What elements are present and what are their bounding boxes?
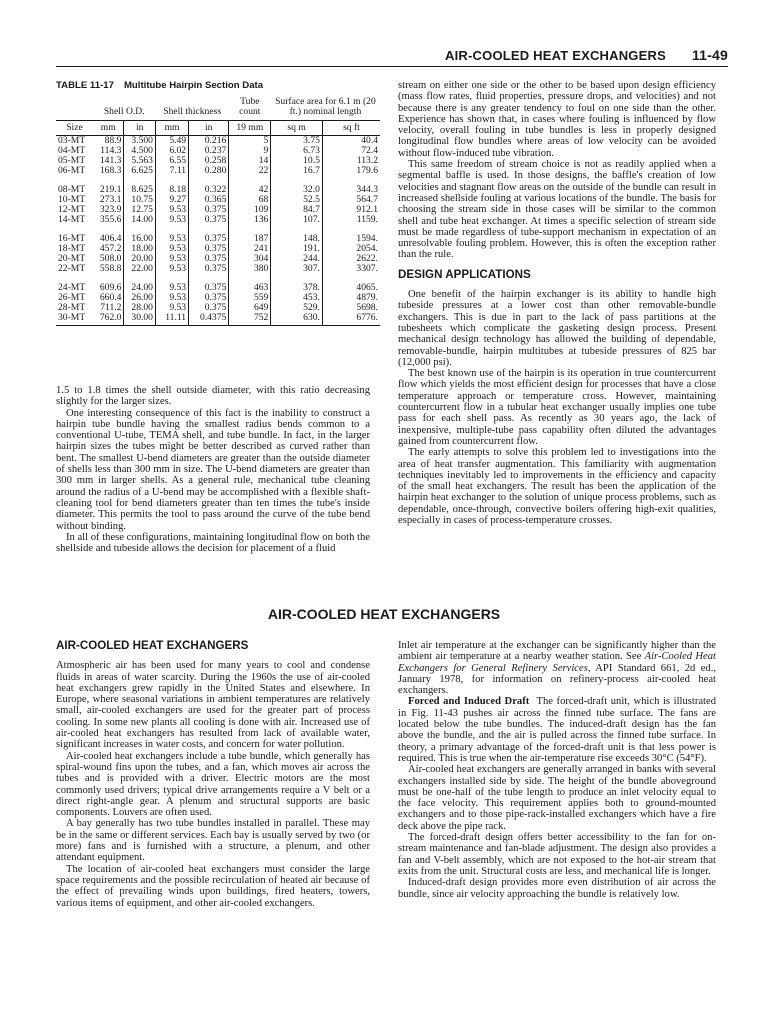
table-cell: 912.1 bbox=[322, 205, 380, 215]
table-cell: 179.6 bbox=[322, 166, 380, 176]
paragraph: 1.5 to 1.8 times the shell outside diameter, with this ratio decreasing slightly for the larger sizes. bbox=[56, 385, 370, 408]
paragraph: One benefit of the hairpin exchanger is its ability to handle high tubeside pressures at a lower cost than other removable-bundle exchangers. This is due in part to the lack of pass partitions at the tubesheets which complicate the gasketing design process. Present mechanical design technology has allowed the building of dependable, removable-bundle, hairpin multitubes at tubeside pressures of 825 bar (12,000 psi). bbox=[398, 289, 716, 368]
table-cell: 11.11 bbox=[155, 313, 188, 326]
table-cell: 559 bbox=[229, 293, 271, 303]
table-cell: 273.1 bbox=[99, 194, 122, 205]
table-cell: 06-MT bbox=[58, 165, 86, 176]
paragraph bbox=[398, 640, 716, 696]
table-cell: 28.00 bbox=[124, 303, 156, 313]
table-cell: 2622. bbox=[322, 254, 380, 264]
citation-title: Air-Cooled Heat Exchangers for General Refinery Services bbox=[398, 651, 716, 674]
table-cell: 241 bbox=[229, 244, 271, 254]
table-cell: 9.53 bbox=[155, 283, 188, 293]
table-cell: 711.2 bbox=[100, 302, 122, 313]
left-column-top bbox=[56, 385, 370, 554]
table-cell: 109 bbox=[229, 205, 271, 215]
section-title: AIR-COOLED HEAT EXCHANGERS bbox=[267, 606, 501, 622]
col-size: Size bbox=[56, 121, 93, 136]
table-cell: 609.6 bbox=[99, 282, 122, 293]
table-cell: 649 bbox=[229, 303, 271, 313]
header-blank bbox=[56, 97, 93, 121]
table-cell: 16-MT bbox=[58, 233, 86, 244]
table-cell: 08-MT bbox=[58, 184, 86, 195]
table-cell: 9.53 bbox=[155, 244, 188, 254]
paragraph: Air-cooled heat exchangers are generally arranged in banks with several exchangers installed side by side. The height of the bundle aboveground must be one-half of the tube length to produce an inlet velocity equal to the face velocity. This requirement applies both to ground-mounted exchangers and to those pipe-rack-installed exchangers which have a fire deck above the pipe rack. bbox=[398, 764, 716, 832]
table-cell: 6.55 bbox=[155, 156, 188, 166]
table-cell: 4.500 bbox=[124, 146, 156, 156]
table-cell: 406.4 bbox=[99, 233, 122, 244]
table-cell: 630. bbox=[271, 313, 323, 326]
table-cell: 20-MT bbox=[58, 253, 86, 264]
table-cell: 16.7 bbox=[271, 166, 323, 176]
header-shell-od: Shell O.D. bbox=[103, 106, 145, 117]
table-cell: 191. bbox=[271, 244, 323, 254]
table-cell: 8.18 bbox=[155, 185, 188, 195]
table-cell: 0.375 bbox=[189, 205, 229, 215]
table-cell: 529. bbox=[271, 303, 323, 313]
table-cell: 752 bbox=[229, 313, 271, 326]
table-cell: 26.00 bbox=[124, 293, 156, 303]
table-cell: 168.3 bbox=[99, 165, 122, 176]
runin-heading: Forced and Induced Draft bbox=[408, 696, 530, 708]
table-cell: 4065. bbox=[322, 283, 380, 293]
table-cell: 68 bbox=[229, 195, 271, 205]
table-cell: 1159. bbox=[322, 215, 380, 225]
table-cell: 244. bbox=[271, 254, 323, 264]
table-cell: 0.375 bbox=[189, 244, 229, 254]
paragraph: One interesting consequence of this fact is the inability to construct a hairpin tube bundle having the smallest radius bends common to a conventional U-tube, TEMA shell, and tube bundle. In fact, in the larger hairpin sizes the tubes might be better described as curved rather than bent. The smallest U-bend diameters are greater than the outside diameter of shells less than 300 mm in size. The U-bend diameters are greater than 300 mm in larger shells. As a general rule, mechanical tube cleaning around the radius of a U-bend may be accomplished with a flexible shaft-cleaning tool for bend diameters greater than ten times the tube's inside diameter. This permits the tool to pass around the curve of the tube bend without binding. bbox=[56, 407, 370, 532]
table-cell: 32.0 bbox=[271, 185, 323, 195]
table-cell: 6.625 bbox=[124, 166, 156, 176]
paragraph: Induced-draft design provides more even distribution of air across the bundle, since air velocity approaching the bundle is relatively low. bbox=[398, 877, 716, 900]
table-cell: 457.2 bbox=[99, 243, 122, 254]
table-cell: 30.00 bbox=[124, 313, 156, 326]
table-cell: 9.27 bbox=[155, 195, 188, 205]
subsection-heading: AIR-COOLED HEAT EXCHANGERS bbox=[56, 639, 249, 652]
table-cell: 24-MT bbox=[58, 282, 86, 293]
table-cell: 304 bbox=[229, 254, 271, 264]
table-title: Multitube Hairpin Section Data bbox=[123, 80, 264, 91]
table-number: TABLE 11-17 bbox=[56, 80, 114, 91]
table-cell: 22.00 bbox=[124, 264, 156, 274]
table-cell: 0.375 bbox=[189, 303, 229, 313]
col-thk-mm: mm bbox=[155, 121, 188, 136]
paragraph: In all of these configurations, maintaining longitudinal flow on both the shellside and tubeside allows the decision for placement of a fluid bbox=[56, 531, 370, 555]
table-cell: 0.375 bbox=[189, 254, 229, 264]
table-cell: 6.02 bbox=[155, 146, 188, 156]
header-shell-thickness: Shell thickness bbox=[163, 106, 222, 117]
table-cell: 0.322 bbox=[189, 185, 229, 195]
table-cell: 05-MT bbox=[58, 155, 86, 166]
paragraph: Air-cooled heat exchangers include a tube bundle, which generally has spiral-wound fins upon the tubes, and a fan, which moves air across the tubes and is provided with a driver. Electric motors are the most commonly used drivers; typical drive arrangements require a V belt or a direct right-angle gear. A plenum and structural supports are basic components. Louvers are often used. bbox=[56, 750, 370, 819]
table-body bbox=[56, 136, 380, 326]
table-cell: 0.258 bbox=[189, 156, 229, 166]
table-cell: 307. bbox=[271, 264, 323, 274]
table-cell: 9.53 bbox=[155, 234, 188, 244]
page-header bbox=[56, 44, 728, 67]
table-cell: 10.75 bbox=[124, 195, 156, 205]
table-cell: 4879. bbox=[322, 293, 380, 303]
table-cell: 18.00 bbox=[124, 244, 156, 254]
col-sqm: sq m bbox=[271, 121, 323, 136]
table-cell: 9.53 bbox=[155, 264, 188, 274]
col-od-mm: mm bbox=[93, 121, 124, 136]
table-cell: 40.4 bbox=[322, 136, 380, 147]
table-cell: 344.3 bbox=[322, 185, 380, 195]
paragraph bbox=[398, 696, 716, 764]
table-cell: 88.9 bbox=[104, 135, 122, 146]
table-cell: 9 bbox=[229, 146, 271, 156]
table-cell: 0.375 bbox=[189, 264, 229, 274]
paragraph: The location of air-cooled heat exchangers must consider the large space requirements and the possible recirculation of heated air because of the effect of prevailing winds upon buildings, fired heaters, towers, various items of equipment, and other air-cooled exchangers. bbox=[56, 863, 370, 909]
hairpin-data-table bbox=[56, 97, 380, 326]
col-sqft: sq ft bbox=[322, 121, 380, 136]
table-cell: 22-MT bbox=[58, 263, 86, 274]
table-cell: 0.365 bbox=[189, 195, 229, 205]
table-cell: 0.237 bbox=[189, 146, 229, 156]
table-cell: 22 bbox=[229, 166, 271, 176]
table-cell: 323.9 bbox=[99, 204, 122, 215]
paragraph: A bay generally has two tube bundles installed in parallel. These may be in the same or different services. Each bay is usually served by two (or more) fans and is furnished with a structure, a plenum, and other attendant equipment. bbox=[56, 818, 370, 864]
text: The forced-draft unit, which is illustrated in Fig. 11-43 pushes air across the finned tube surface. The fans are located below the tube bundles. The induced-draft design has the fan above the bundle, and the air is pulled across the finned tube surface. In theory, a primary advantage of the forced-draft unit is that less power is required. This is true when the air-temperature rise exceeds 30°C (54°F). bbox=[398, 696, 716, 764]
paragraph: Atmospheric air has been used for many years to cool and condense fluids in areas of water scarcity. During the 1960s the use of air-cooled heat exchangers grew rapidly in the United States and elsewhere. In Europe, where seasonal variations in ambient temperatures are relatively small, air-cooled exchangers are used for the greater part of process cooling. In some new plants all cooling is done with air. Increased use of air-cooled heat exchangers has resulted from lack of available water, significant increases in water costs, and concern for water pollution. bbox=[56, 660, 370, 751]
page-number: 11-49 bbox=[691, 47, 728, 63]
table-cell: 380 bbox=[229, 264, 271, 274]
table-cell: 463 bbox=[229, 283, 271, 293]
header-surface-area: Surface area for 6.1 m (20 ft.) nominal length bbox=[275, 96, 376, 117]
paragraph: This same freedom of stream choice is not as readily applied when a segmental baffle is used. In those designs, the baffle's creation of low velocities and stagnant flow areas on the outside of the bundle can result in increased shellside fouling at various locations of the bundle. The basis for choosing the stream side in those cases will be similar to the common shell and tube heat exchanger. At times a specific selection of stream side must be made regardless of tube-support mechanism in expectation of an unresolvable fouling problem. However, this is often the exception rather than the rule. bbox=[398, 159, 717, 261]
table-cell: 8.625 bbox=[124, 185, 156, 195]
table-cell: 0.4375 bbox=[189, 313, 229, 326]
table-cell: 136 bbox=[229, 215, 271, 225]
table-cell: 378. bbox=[271, 283, 323, 293]
table-cell: 14.00 bbox=[124, 215, 156, 225]
text: , API Standard 661, 2d ed., January 1978, for information on refinery-process air-cooled heat exchangers. bbox=[398, 662, 716, 697]
col-od-in: in bbox=[124, 121, 156, 136]
paragraph: stream on either one side or the other to be based upon design efficiency (mass flow rates, fluid properties, pressure drops, and velocities) and not because there is any greater tendency to foul on one side than the other. Experience has shown that, in cases where fouling is influenced by flow velocity, overall fouling in tube bundles is less in properly designed longitudinal flow bundles where areas of low velocity can be avoided without flow-induced tube vibration. bbox=[398, 80, 716, 159]
right-column-top bbox=[398, 80, 716, 526]
table-cell: 16.00 bbox=[124, 234, 156, 244]
table-cell: 564.7 bbox=[322, 195, 380, 205]
table-cell: 14 bbox=[229, 156, 271, 166]
table-cell: 0.375 bbox=[189, 293, 229, 303]
table-cell: 6776. bbox=[322, 313, 380, 326]
left-column-bottom bbox=[56, 640, 370, 909]
table-cell: 03-MT bbox=[58, 135, 86, 146]
table-cell: 14-MT bbox=[58, 214, 86, 225]
table-cell: 9.53 bbox=[155, 293, 188, 303]
table-cell: 1594. bbox=[322, 234, 380, 244]
design-applications-heading: DESIGN APPLICATIONS bbox=[398, 267, 531, 281]
table-cell: 3307. bbox=[322, 264, 380, 274]
header-tube-count: Tube count bbox=[239, 96, 261, 117]
table-cell: 113.2 bbox=[322, 156, 380, 166]
table-cell: 3.500 bbox=[124, 136, 156, 147]
table-cell: 7.11 bbox=[155, 166, 188, 176]
table-cell: 26-MT bbox=[58, 292, 86, 303]
text: Inlet air temperature at the exchanger can be significantly higher than the ambient air temperature at a nearby weather station. See bbox=[398, 640, 716, 663]
table-cell: 6.73 bbox=[271, 146, 323, 156]
paragraph: The forced-draft design offers better accessibility to the fan for on-stream maintenance and fan-blade adjustment. The design also provides a fan and V-belt assembly, which are not exposed to the hot-air stream that exits from the unit. Structural costs are less, and mechanical life is longer. bbox=[398, 832, 716, 877]
table-cell: 24.00 bbox=[124, 283, 156, 293]
table-cell: 18-MT bbox=[58, 243, 86, 254]
table-cell: 42 bbox=[229, 185, 271, 195]
table-cell: 2054. bbox=[322, 244, 380, 254]
table-cell: 0.280 bbox=[189, 166, 229, 176]
table-cell: 762.0 bbox=[93, 313, 124, 326]
table-cell: 72.4 bbox=[322, 146, 380, 156]
table-cell: 9.53 bbox=[155, 205, 188, 215]
col-thk-in: in bbox=[189, 121, 229, 136]
table-cell: 12.75 bbox=[124, 205, 156, 215]
table-cell: 5.49 bbox=[155, 136, 188, 147]
table-cell: 0.375 bbox=[189, 283, 229, 293]
table-cell: 148. bbox=[271, 234, 323, 244]
table-cell: 114.3 bbox=[100, 145, 122, 156]
table-cell: 84.7 bbox=[271, 205, 323, 215]
table-cell: 453. bbox=[271, 293, 323, 303]
table-cell: 0.216 bbox=[189, 136, 229, 147]
table-cell: 141.3 bbox=[99, 155, 122, 166]
table-cell: 5.563 bbox=[124, 156, 156, 166]
paragraph: The early attempts to solve this problem led to investigations into the area of heat transfer augmentation. This familiarity with augmentation techniques inevitably led to improvements in the efficiency and capacity of the small heat exchangers. The result has been the application of the hairpin heat exchanger to the solution of unique process problems, such as dependable, once-through, convective boilers offering high-exit qualities, especially in cases of process-temperature crosses. bbox=[398, 447, 716, 526]
table-cell: 107. bbox=[271, 215, 323, 225]
table-row bbox=[56, 215, 380, 225]
table-cell: 20.00 bbox=[124, 254, 156, 264]
table-cell: 04-MT bbox=[58, 145, 86, 156]
table-cell: 10-MT bbox=[58, 194, 86, 205]
table-cell: 508.0 bbox=[99, 253, 122, 264]
table-cell: 660.4 bbox=[99, 292, 122, 303]
table-cell: 0.375 bbox=[189, 234, 229, 244]
table-row bbox=[56, 166, 380, 176]
table-cell: 187 bbox=[229, 234, 271, 244]
table-cell: 5 bbox=[229, 136, 271, 147]
table-cell: 558.8 bbox=[99, 263, 122, 274]
table-row bbox=[56, 264, 380, 274]
table-cell: 5698. bbox=[322, 303, 380, 313]
table-cell: 219.1 bbox=[99, 184, 122, 195]
table-cell: 52.5 bbox=[271, 195, 323, 205]
hairpin-data-table-block bbox=[56, 80, 380, 326]
table-row bbox=[56, 313, 380, 326]
table-caption bbox=[56, 80, 380, 91]
right-column-bottom bbox=[398, 640, 716, 900]
running-title: AIR-COOLED HEAT EXCHANGERS bbox=[445, 47, 666, 63]
table-cell: 9.53 bbox=[155, 254, 188, 264]
table-cell: 12-MT bbox=[58, 204, 86, 215]
table-cell: 30-MT bbox=[56, 313, 93, 326]
table-cell: 355.6 bbox=[99, 214, 122, 225]
paragraph: The best known use of the hairpin is its operation in true countercurrent flow which yields the most efficient design for processes that have a close temperature approach or temperature cross. However, maintaining countercurrent flow in a tubular heat exchanger usually implies one tube pass for each shell pass. As recently as 30 years ago, the lack of inexpensive, multiple-tube pass capability often diluted the advantages gained from countercurrent flow. bbox=[398, 368, 716, 447]
table-cell: 9.53 bbox=[155, 303, 188, 313]
table-cell: 10.5 bbox=[271, 156, 323, 166]
table-cell: 28-MT bbox=[58, 302, 86, 313]
table-cell: 0.375 bbox=[189, 215, 229, 225]
table-cell: 9.53 bbox=[155, 215, 188, 225]
table-cell: 3.75 bbox=[271, 136, 323, 147]
col-tubes: 19 mm bbox=[229, 121, 271, 136]
